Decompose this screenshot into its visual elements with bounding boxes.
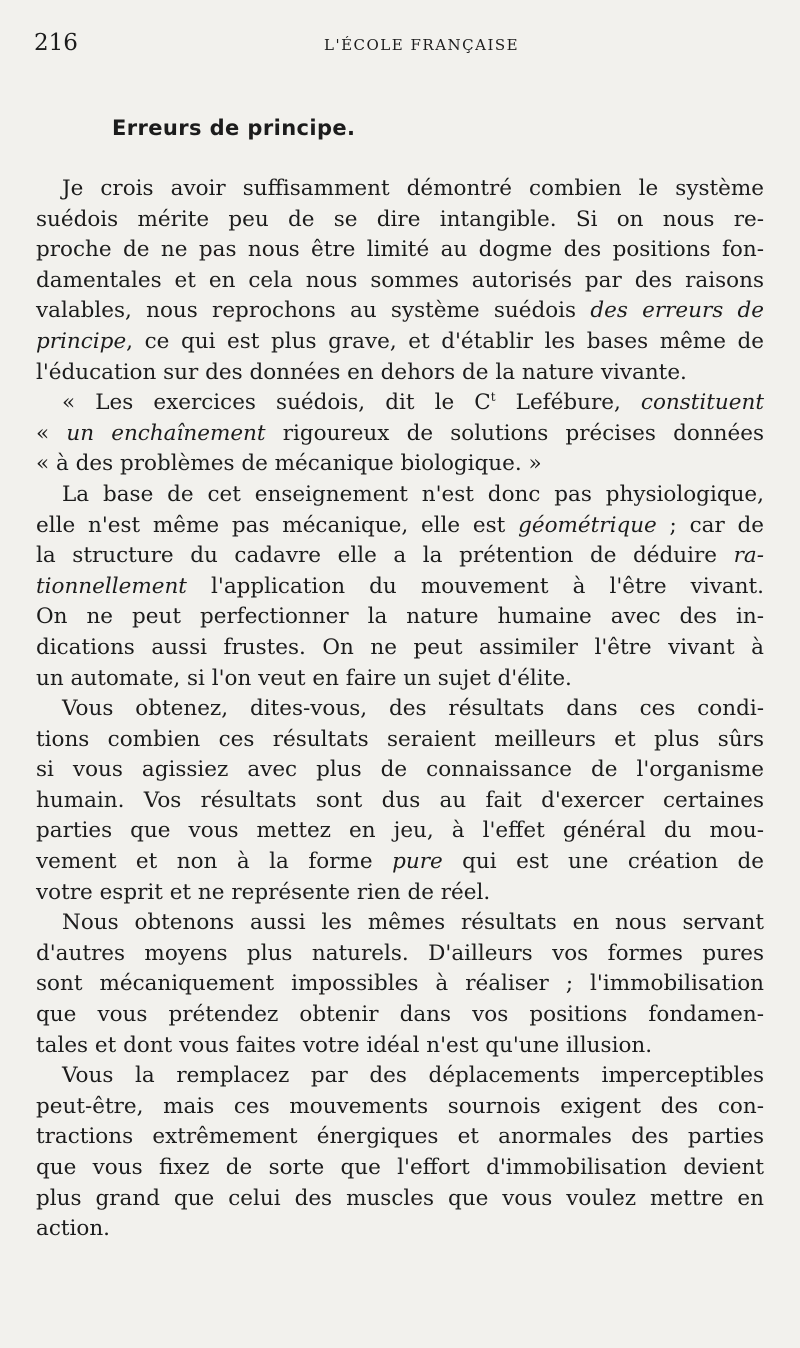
paragraph — [36, 908, 764, 1061]
text-line: Vous la remplacez par des déplacements imperceptibles — [62, 1063, 764, 1089]
text-line: On ne peut perfectionner la nature humaine avec des in- — [36, 604, 764, 630]
text-line: « un enchaînement rigoureux de solutions précises données — [36, 420, 764, 446]
text-line: tions combien ces résultats seraient meilleurs et plus sûrs — [36, 726, 764, 752]
text-line: que vous prétendez obtenir dans vos positions fondamen- — [36, 1002, 764, 1028]
text-line: un automate, si l'on veut en faire un sujet d'élite. — [36, 665, 572, 691]
text-line: valables, nous reprochons au système suédois des erreurs de — [36, 298, 764, 324]
text-line: si vous agissiez avec plus de connaissance de l'organisme — [36, 757, 764, 783]
text-line: proche de ne pas nous être limité au dogme des positions fon- — [36, 237, 764, 263]
page-header — [34, 30, 770, 60]
text-line: plus grand que celui des muscles que vous voulez mettre en — [36, 1185, 764, 1211]
text-line: tractions extrêmement énergiques et anormales des parties — [36, 1124, 764, 1150]
body-text — [36, 174, 764, 1245]
text-line: tionnellement l'application du mouvement à l'être vivant. — [36, 573, 764, 599]
text-line: La base de cet enseignement n'est donc pas physiologique, — [62, 481, 764, 507]
text-line: suédois mérite peu de se dire intangible. Si on nous re- — [36, 206, 764, 232]
text-line: principe, ce qui est plus grave, et d'établir les bases même de — [36, 328, 764, 354]
text-line: humain. Vos résultats sont dus au fait d'exercer certaines — [36, 787, 764, 813]
paragraph — [36, 174, 764, 388]
text-line: l'éducation sur des données en dehors de la nature vivante. — [36, 359, 687, 385]
text-line: Vous obtenez, dites-vous, des résultats dans ces condi- — [62, 696, 764, 722]
section-title: Erreurs de principe. — [112, 116, 356, 140]
text-line: parties que vous mettez en jeu, à l'effet général du mou- — [36, 818, 764, 844]
text-line: action. — [36, 1216, 111, 1242]
page-number: 216 — [34, 30, 78, 56]
text-line: « à des problèmes de mécanique biologique. » — [36, 451, 542, 477]
paragraph — [36, 388, 764, 480]
text-line: vement et non à la forme pure qui est une création de — [36, 849, 764, 875]
text-line: d'autres moyens plus naturels. D'ailleurs vos formes pures — [36, 940, 764, 966]
text-line: tales et dont vous faites votre idéal n'est qu'une illusion. — [36, 1032, 653, 1058]
text-line: dications aussi frustes. On ne peut assimiler l'être vivant à — [36, 634, 764, 660]
text-line: la structure du cadavre elle a la prétention de déduire ra- — [36, 543, 764, 569]
running-title: L'ÉCOLE FRANÇAISE — [324, 36, 520, 54]
text-line: Nous obtenons aussi les mêmes résultats en nous servant — [62, 910, 764, 936]
text-line: « Les exercices suédois, dit le $C^t$ Lefébure, constituent — [62, 390, 764, 416]
paragraph — [36, 1061, 764, 1245]
paragraph — [36, 694, 764, 908]
text-line: sont mécaniquement impossibles à réaliser ; l'immobilisation — [36, 971, 764, 997]
text-line: que vous fixez de sorte que l'effort d'immobilisation devient — [36, 1155, 764, 1180]
paragraph — [36, 480, 764, 694]
text-line: damentales et en cela nous sommes autorisés par des raisons — [36, 267, 764, 293]
text-line: elle n'est même pas mécanique, elle est géométrique ; car de — [36, 512, 764, 538]
text-line: votre esprit et ne représente rien de réel. — [36, 879, 491, 905]
text-line: peut-être, mais ces mouvements sournois exigent des con- — [36, 1093, 764, 1119]
text-line: Je crois avoir suffisamment démontré combien le système — [62, 176, 764, 201]
